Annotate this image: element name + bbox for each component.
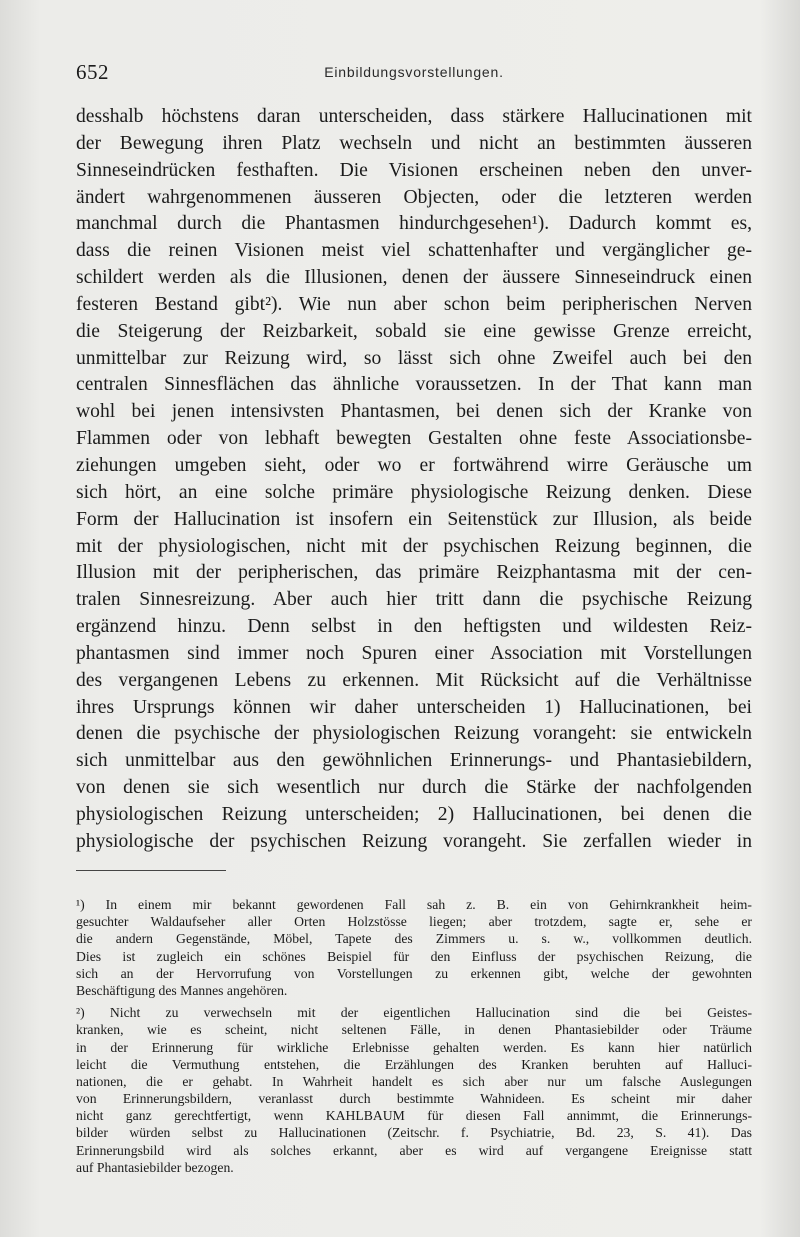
text-line: wohl bei jenen intensivsten Phantasmen, bei denen sich der Kranke von	[76, 401, 752, 423]
text-line: sich unmittelbar aus den gewöhnlichen Erinnerungs- und Phantasiebildern,	[76, 750, 752, 772]
text-line: schildert werden als die Illusionen, denen der äussere Sinneseindruck einen	[76, 267, 752, 289]
text-line: denen die psychische der physiologischen Reizung vorangeht: sie entwickeln	[76, 723, 752, 745]
text-line: festeren Bestand gibt²). Wie nun aber schon beim peripherischen Nerven	[76, 293, 752, 315]
footnote-line: gesuchter Waldaufseher aller Orten Holzstösse liegen; aber trotzdem, sagte er, sehe er	[76, 914, 752, 930]
footnote-line: die andern Gegenstände, Möbel, Tapete des Zimmers u. s. w., vollkommen deutlich.	[76, 931, 752, 947]
footnote-2	[76, 1004, 752, 1176]
footnote-line: leicht die Vermuthung entstehen, die Erzählungen des Kranken beruhten auf Halluci-	[76, 1056, 752, 1072]
footnote-line: auf Phantasiebilder bezogen.	[76, 1159, 234, 1175]
footnote-line: Beschäftigung des Mannes angehören.	[76, 982, 288, 998]
footnote-line: Dies ist zugleich ein schönes Beispiel für den Einfluss der psychischen Reizung, die	[76, 948, 752, 964]
main-text	[76, 104, 752, 856]
text-line: der Bewegung ihren Platz wechseln und nicht an bestimmten äusseren	[76, 132, 752, 154]
footnote-line: sich an der Hervorrufung von Vorstellungen zu erkennen gibt, welche der gewohnten	[76, 965, 752, 981]
text-line: physiologischen Reizung unterscheiden; 2) Hallucinationen, bei denen die	[76, 803, 752, 825]
page-header	[76, 60, 752, 88]
footnote-line: kranken, wie es scheint, nicht seltenen Fälle, in denen Phantasiebilder oder Träume	[76, 1022, 752, 1038]
footnote-line: Erinnerungsbild wird als solches erkannt, aber es wird auf vergangene Ereignisse statt	[76, 1142, 752, 1158]
text-line: dass die reinen Visionen meist viel schattenhafter und vergänglicher ge-	[76, 240, 752, 262]
text-line: Form der Hallucination ist insofern ein Seitenstück zur Illusion, als beide	[76, 508, 752, 530]
page-number: 652	[76, 60, 109, 84]
text-line: centralen Sinnesflächen das ähnliche voraussetzen. In der That kann man	[76, 374, 752, 396]
text-line: von denen sie sich wesentlich nur durch die Stärke der nachfolgenden	[76, 777, 752, 799]
footnote-line: von Erinnerungsbildern, veranlasst durch bestimmte Wahnideen. Es scheint mir daher	[76, 1091, 752, 1107]
text-line: ziehungen umgeben sieht, oder wo er fortwährend wirre Geräusche um	[76, 454, 752, 476]
footnote-line: in der Erinnerung für wirkliche Erlebnisse gehalten werden. Es kann hier natürlich	[76, 1039, 752, 1055]
text-line: ändert wahrgenommenen äusseren Objecten, oder die letzteren werden	[76, 186, 752, 208]
footnote-line: bilder würden selbst zu Hallucinationen (Zeitschr. f. Psychiatrie, Bd. 23, S. 41). Das	[76, 1125, 752, 1141]
text-line: ihres Ursprungs können wir daher unterscheiden 1) Hallucinationen, bei	[76, 696, 752, 718]
footnotes	[76, 896, 752, 1176]
footnote-1	[76, 896, 752, 999]
text-line: Flammen oder von lebhaft bewegten Gestalten ohne feste Associationsbe-	[76, 428, 752, 450]
text-line: die Steigerung der Reizbarkeit, sobald sie eine gewisse Grenze erreicht,	[76, 320, 752, 342]
text-line: physiologische der psychischen Reizung vorangeht. Sie zerfallen wieder in	[76, 830, 752, 852]
footnote-line: ¹) In einem mir bekannt gewordenen Fall sah z. B. ein von Gehirnkrankheit heim-	[76, 897, 752, 912]
text-line: tralen Sinnesreizung. Aber auch hier tritt dann die psychische Reizung	[76, 589, 752, 611]
text-line: sich hört, an eine solche primäre physiologische Reizung denken. Diese	[76, 481, 752, 503]
text-line: Sinneseindrücken festhaften. Die Visionen erscheinen neben den unver-	[76, 159, 752, 181]
text-line: unmittelbar zur Reizung wird, so lässt sich ohne Zweifel auch bei den	[76, 347, 752, 369]
text-line: manchmal durch die Phantasmen hindurchgesehen¹). Dadurch kommt es,	[76, 213, 752, 235]
text-line: Illusion mit der peripherischen, das primäre Reizphantasma mit der cen-	[76, 562, 752, 584]
footnote-line: ²) Nicht zu verwechseln mit der eigentlichen Hallucination sind die bei Geistes-	[76, 1005, 752, 1021]
text-line: des vergangenen Lebens zu erkennen. Mit Rücksicht auf die Verhältnisse	[76, 669, 752, 691]
footnote-line: nationen, die er gehabt. In Wahrheit handelt es sich aber nur um falsche Auslegungen	[76, 1073, 752, 1089]
text-line: mit der physiologischen, nicht mit der psychischen Reizung beginnen, die	[76, 535, 752, 557]
footnote-divider	[76, 870, 226, 871]
footnote-line: nicht ganz gerechtfertigt, wenn KAHLBAUM für diesen Fall annimmt, die Erinnerungs-	[76, 1108, 752, 1124]
text-line: ergänzend hinzu. Denn selbst in den heftigsten und wildesten Reiz-	[76, 616, 752, 638]
text-line: desshalb höchstens daran unterscheiden, dass stärkere Hallucinationen mit	[76, 106, 752, 127]
running-title: Einbildungsvorstellungen.	[324, 64, 504, 80]
text-line: phantasmen sind immer noch Spuren einer Association mit Vorstellungen	[76, 642, 752, 664]
